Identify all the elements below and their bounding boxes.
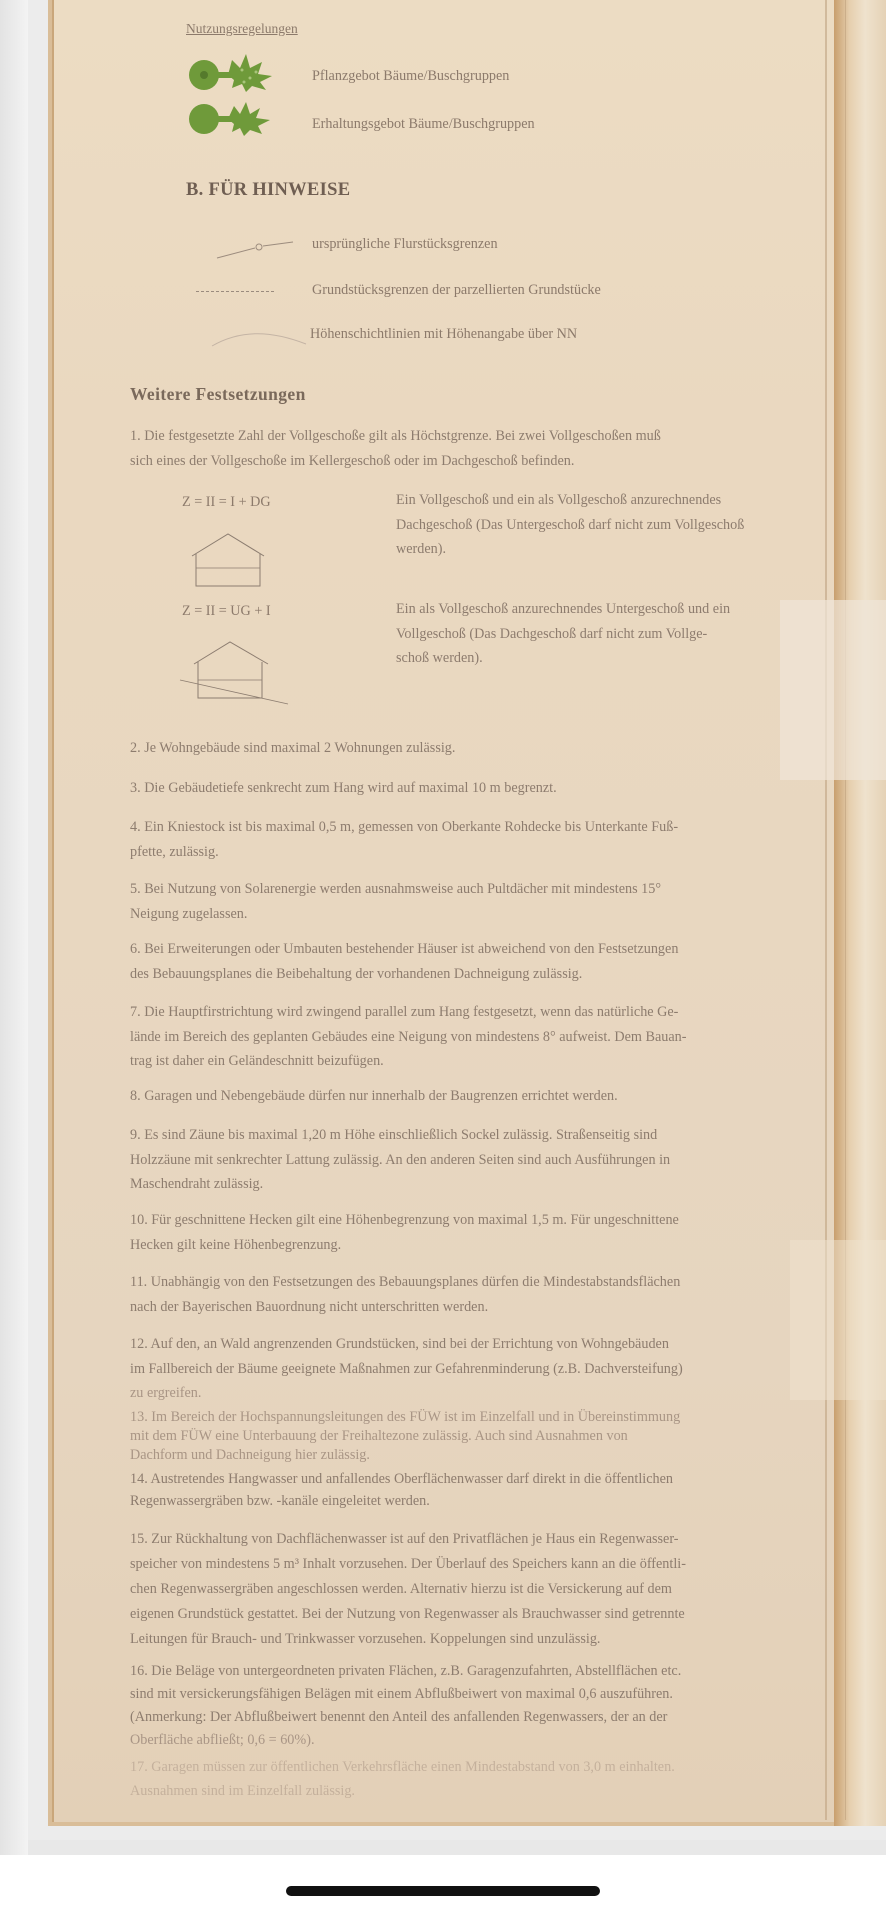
flurstuecksgrenze-line-icon: [215, 236, 295, 260]
page-bottom-edge: [28, 1840, 886, 1855]
house-section-ug-icon: [178, 636, 290, 708]
paragraph-12: 12. Auf den, an Wald angrenzenden Grundstücken, sind bei der Errichtung von Wohngebäuden im Fallbereich der Bäume geeignete Maßnahmen zur Gefahrenminderung (z.B. Dachversteifung) zu ergreifen.: [130, 1336, 683, 1401]
hoehenlinie-curve-icon: [210, 326, 310, 350]
formula-z1: Z = II = I + DG: [182, 494, 271, 510]
paragraph-9: 9. Es sind Zäune bis maximal 1,20 m Höhe einschließlich Sockel zulässig. Straßenseitig sind Holzzäune mit senkrechter Lattung zulässig. An den anderen Seiten sind auch Ausführungen in Maschendraht zulässig.: [130, 1127, 671, 1192]
paper-edge-strip: [834, 0, 886, 1826]
paragraph-1: 1. Die festgesetzte Zahl der Vollgeschoße gilt als Höchstgrenze. Bei zwei Vollgeschoßen muß sich eines der Vollgeschoße im Kellergeschoß oder im Dachgeschoß befinden.: [130, 428, 661, 469]
legend-label-hoehenschichtlinien: Höhenschichtlinien mit Höhenangabe über NN: [310, 326, 578, 342]
paragraph-8: 8. Garagen und Nebengebäude dürfen nur innerhalb der Baugrenzen errichtet werden.: [130, 1088, 618, 1104]
paragraph-7: 7. Die Hauptfirstrichtung wird zwingend parallel zum Hang festgesetzt, wenn das natürliche Ge- lände im Bereich des geplanten Gebäudes eine Neigung von mindestens 8° aufweist. Dem Bauan- trag ist daher ein Geländeschnitt beizufügen.: [130, 1004, 687, 1069]
paragraph-5: 5. Bei Nutzung von Solarenergie werden ausnahmsweise auch Pultdächer mit mindestens 15° Neigung zugelassen.: [130, 881, 662, 922]
formula-z1-description: Ein Vollgeschoß und ein als Vollgeschoß anzurechnendes Dachgeschoß (Das Untergeschoß darf nicht zum Vollgeschoß werden).: [396, 492, 745, 557]
glare-patch: [790, 1240, 886, 1400]
paragraph-16: 16. Die Beläge von untergeordneten privaten Flächen, z.B. Garagenzufahrten, Abstellflächen etc. sind mit versickerungsfähigen Belägen mit einem Abflußbeiwert von maximal 0,6 auszuführen. (Anmerkung: Der Abflußbeiwert benennt den Anteil des anfallenden Regenwassers, der an der Oberfläche abfließt; 0,6 = 60%).: [130, 1663, 682, 1748]
legend-label-flurstuecksgrenzen: ursprüngliche Flurstücksgrenzen: [312, 236, 498, 252]
fold-line: [845, 0, 846, 1820]
paragraph-6: 6. Bei Erweiterungen oder Umbauten bestehender Häuser ist abweichend von den Festsetzungen des Bebauungsplanes die Beibehaltung der vorhandenen Dachneigung zulässig.: [130, 941, 679, 982]
paragraph-11: 11. Unabhängig von den Festsetzungen des Bebauungsplanes dürfen die Mindestabstandsflächen nach der Bayerischen Bauordnung nicht unterschritten werden.: [130, 1274, 681, 1315]
paragraph-17: 17. Garagen müssen zur öffentlichen Verkehrsfläche einen Mindestabstand von 3,0 m einhalten. Ausnahmen sind im Einzelfall zulässig.: [130, 1759, 675, 1799]
section-title-festsetzungen: Weitere Festsetzungen: [130, 384, 306, 404]
paragraph-2: 2. Je Wohngebäude sind maximal 2 Wohnungen zulässig.: [130, 740, 456, 756]
paragraph-4: 4. Ein Kniestock ist bis maximal 0,5 m, gemessen von Oberkante Rohdecke bis Unterkante Fuß- pfette, zulässig.: [130, 819, 679, 860]
paragraph-14: 14. Austretendes Hangwasser und anfallendes Oberflächenwasser darf direkt in die öffentlichen Regenwassergräben bzw. -kanäle eingeleitet werden.: [130, 1471, 674, 1509]
grundstuecksgrenze-dash-icon: [196, 291, 274, 292]
home-indicator[interactable]: [286, 1886, 600, 1896]
formula-z2: Z = II = UG + I: [182, 603, 271, 619]
paragraph-13: 13. Im Bereich der Hochspannungsleitungen des FÜW ist im Einzelfall und in Übereinstimmung mit dem FÜW eine Unterbauung der Freihaltezone zulässig. Auch sind Ausnahmen von Dachform und Dachneigung hier zulässig.: [130, 1409, 681, 1463]
page-left-margin: [0, 0, 28, 1855]
legend-label-grundstuecksgrenzen: Grundstücksgrenzen der parzellierten Grundstücke: [312, 282, 601, 298]
paragraph-10: 10. Für geschnittene Hecken gilt eine Höhenbegrenzung von maximal 1,5 m. Für ungeschnittene Hecken gilt keine Höhenbegrenzung.: [130, 1212, 679, 1253]
legend-label-pflanzgebot: Pflanzgebot Bäume/Buschgruppen: [312, 68, 510, 84]
fold-line: [825, 0, 827, 1820]
paragraph-3: 3. Die Gebäudetiefe senkrecht zum Hang wird auf maximal 10 m begrenzt.: [130, 780, 557, 796]
house-section-dg-icon: [190, 530, 266, 590]
erhaltungsgebot-icon: [184, 100, 276, 138]
paragraph-15: 15. Zur Rückhaltung von Dachflächenwasser ist auf den Privatflächen je Haus ein Regenwasser- speicher von mindestens 5 m³ Inhalt vorzusehen. Der Überlauf des Speichers kann an die öffentli- chen Regenwassergräben angeschlossen werden. Alternativ hierzu ist die Versickerung auf dem eigenen Grundstück gestattet. Bei der Nutzung von Regenwasser als Brauchwasser sind getrennte Leitungen für Brauch- und Trinkwasser vorzusehen. Koppelungen sind unzulässig.: [130, 1531, 686, 1647]
formula-z2-description: Ein als Vollgeschoß anzurechnendes Untergeschoß und ein Vollgeschoß (Das Dachgeschoß darf nicht zum Vollge- schoß werden).: [396, 601, 731, 666]
pflanzgebot-icon: [184, 50, 276, 92]
section-title-nutzung: Nutzungsregelungen: [186, 21, 298, 36]
legend-label-erhaltungsgebot: Erhaltungsgebot Bäume/Buschgruppen: [312, 116, 535, 132]
section-title-hinweise: B. FÜR HINWEISE: [186, 180, 351, 200]
